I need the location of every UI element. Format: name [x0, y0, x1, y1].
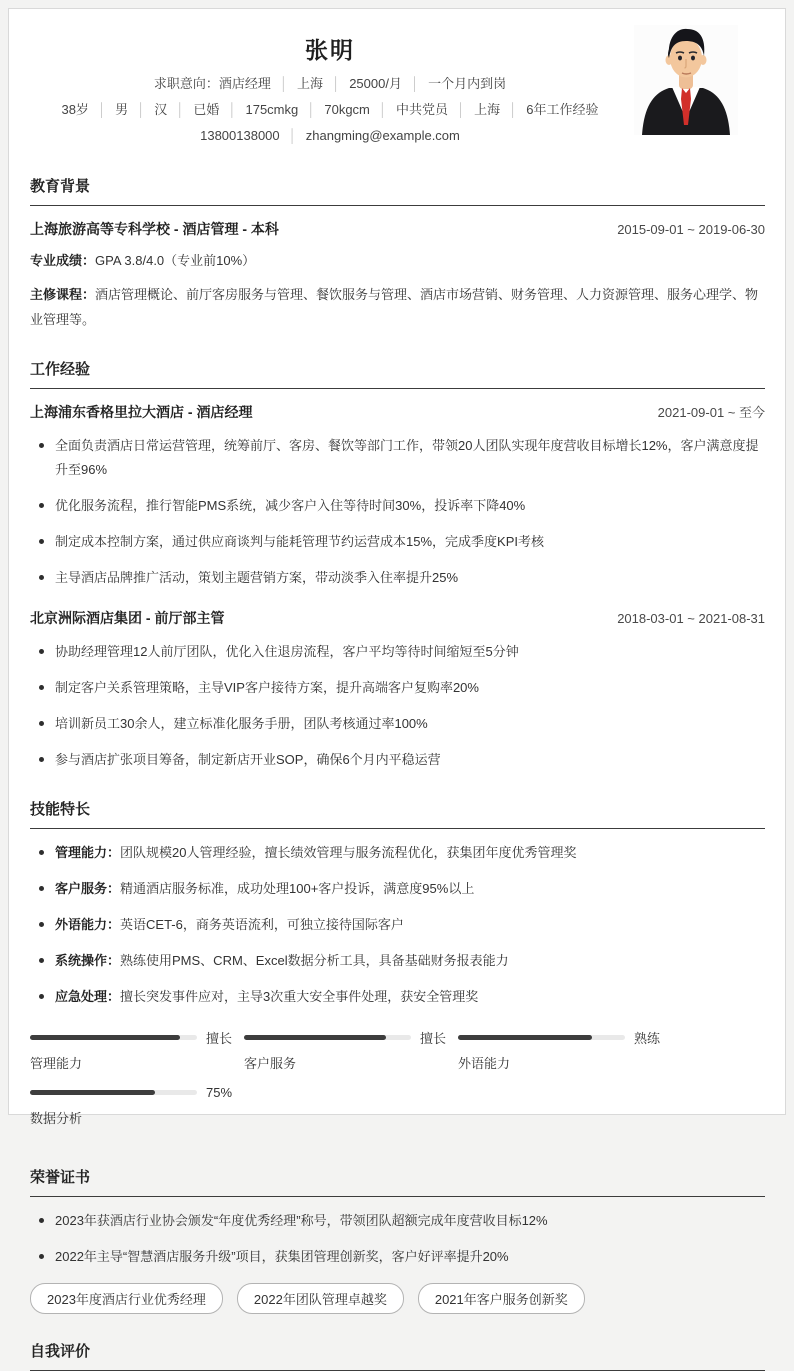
honor-badge: 2023年度酒店行业优秀经理 — [30, 1283, 223, 1314]
separator: │ — [307, 102, 316, 117]
job-title: 北京洲际酒店集团 - 前厅部主管 — [30, 610, 225, 626]
skill-label: 客户服务： — [55, 881, 121, 896]
honor-badges — [30, 1283, 765, 1314]
bar-level-label: 熟练 — [634, 1030, 661, 1046]
bar-fill — [30, 1035, 180, 1040]
bullet-item: 培训新员工30余人，建立标准化服务手册，团队考核通过率100% — [30, 712, 765, 736]
job-bullet-list — [30, 640, 765, 772]
bar-name: 数据分析 — [30, 1111, 83, 1126]
separator: │ — [509, 102, 518, 117]
separator: │ — [279, 76, 289, 91]
skill-bar — [30, 1030, 244, 1072]
skill-text: 熟练使用PMS、CRM、Excel数据分析工具，具备基础财务报表能力 — [120, 953, 509, 968]
separator: │ — [378, 102, 388, 117]
skill-label: 应急处理： — [55, 989, 121, 1004]
bullet-item: 主导酒店品牌推广活动，策划主题营销方案，带动淡季入住率提升25% — [30, 566, 765, 590]
bullet-item: 参与酒店扩张项目筹备，制定新店开业SOP，确保6个月内平稳运营 — [30, 748, 765, 772]
bar-level-label: 擅长 — [206, 1030, 233, 1046]
resume-page — [8, 8, 786, 1360]
bullet-item: 2022年主导“智慧酒店服务升级”项目，获集团管理创新奖，客户好评率提升20% — [30, 1245, 765, 1269]
bullet-item: 协助经理管理12人前厅团队，优化入住退房流程，客户平均等待时间缩短至5分钟 — [30, 640, 765, 664]
meta-label: 专业成绩： — [30, 253, 96, 268]
job-entry — [30, 608, 765, 772]
meta-text: 酒店管理概论、前厅客房服务与管理、餐饮服务与管理、酒店市场营销、财务管理、人力资源管理、服务心理学、物业管理等。 — [30, 287, 759, 327]
honor-list — [30, 1209, 765, 1269]
section-title: 荣誉证书 — [30, 1166, 765, 1197]
separator: │ — [97, 102, 107, 117]
job-title: 上海浦东香格里拉大酒店 - 酒店经理 — [30, 404, 253, 420]
bar-track — [30, 1035, 197, 1040]
skill-item — [30, 841, 765, 865]
skill-label: 系统操作： — [55, 953, 121, 968]
skill-bars — [30, 1030, 765, 1140]
section-skills — [30, 798, 765, 1140]
bullet-item: 制定成本控制方案，通过供应商谈判与能耗管理节约运营成本15%，完成季度KPI考核 — [30, 530, 765, 554]
profile-photo-illustration — [634, 25, 738, 135]
skill-bar — [244, 1030, 458, 1072]
skill-bar — [458, 1030, 672, 1072]
section-title: 教育背景 — [30, 175, 765, 206]
header-text-block — [30, 35, 630, 149]
separator: │ — [457, 102, 466, 117]
bar-row — [458, 1030, 672, 1044]
separator: │ — [332, 76, 341, 91]
bar-track — [30, 1090, 197, 1095]
bar-fill — [30, 1090, 155, 1095]
skill-item — [30, 949, 765, 973]
job-date: 2018-03-01 ~ 2021-08-31 — [617, 611, 765, 626]
meta-text: GPA 3.8/4.0（专业前10%） — [95, 253, 256, 268]
job-entry-head — [30, 608, 765, 628]
section-title: 技能特长 — [30, 798, 765, 829]
job-date: 2021-09-01 ~ 至今 — [657, 405, 765, 420]
contact-line: 13800138000 │ zhangming@example.com — [200, 128, 460, 143]
education-entry — [30, 219, 765, 239]
job-bullet-list — [30, 434, 765, 590]
skill-item — [30, 913, 765, 937]
job-entry — [30, 402, 765, 590]
education-school: 上海旅游高等专科学校 - 酒店管理 - 本科 — [30, 221, 279, 237]
separator: │ — [137, 102, 146, 117]
basic-info-line: 38岁 │ 男 │ 汉 │ 已婚 │ 175cmkg │ 70kgcm │ 中共党员 │ 上海 │ 6年工作经验 — [61, 102, 599, 117]
bullet-item: 全面负责酒店日常运营管理，统筹前厅、客房、餐饮等部门工作，带领20人团队实现年度营收目标增长12%，客户满意度提升至96% — [30, 434, 765, 482]
section-self-evaluation — [30, 1340, 765, 1371]
separator: │ — [228, 102, 237, 117]
separator: │ — [288, 128, 297, 143]
bar-level-label: 擅长 — [420, 1030, 447, 1046]
skill-text: 英语CET-6，商务英语流利，可独立接待国际客户 — [120, 917, 404, 932]
skill-text: 擅长突发事件应对，主导3次重大安全事件处理，获安全管理奖 — [120, 989, 479, 1004]
bar-level-label: 75% — [206, 1084, 233, 1100]
bar-fill — [458, 1035, 592, 1040]
honor-badge: 2021年客户服务创新奖 — [418, 1283, 585, 1314]
bar-name: 客户服务 — [244, 1056, 297, 1071]
skill-item — [30, 877, 765, 901]
skill-label: 外语能力： — [55, 917, 121, 932]
bar-name: 管理能力 — [30, 1056, 83, 1071]
skill-item — [30, 985, 765, 1009]
bar-row — [244, 1030, 458, 1044]
skill-list — [30, 841, 765, 1009]
section-title: 工作经验 — [30, 358, 765, 389]
section-honors — [30, 1166, 765, 1314]
bullet-item: 优化服务流程，推行智能PMS系统，减少客户入住等待时间30%，投诉率下降40% — [30, 494, 765, 518]
resume-header — [30, 9, 765, 149]
bar-name: 外语能力 — [458, 1056, 511, 1071]
skill-label: 管理能力： — [55, 845, 121, 860]
education-courses-row — [30, 282, 765, 332]
skill-text: 精通酒店服务标准，成功处理100+客户投诉，满意度95%以上 — [120, 881, 475, 896]
candidate-name: 张明 — [305, 37, 355, 63]
bar-row — [30, 1085, 244, 1099]
section-education — [30, 175, 765, 332]
skill-text: 团队规模20人管理经验，擅长绩效管理与服务流程优化，获集团年度优秀管理奖 — [120, 845, 577, 860]
bar-row — [30, 1030, 244, 1044]
bullet-item: 制定客户关系管理策略，主导VIP客户接待方案，提升高端客户复购率20% — [30, 676, 765, 700]
separator: │ — [176, 102, 185, 117]
bar-fill — [244, 1035, 386, 1040]
meta-label: 主修课程： — [30, 287, 96, 302]
job-intent-line: 求职意向：酒店经理 │ 上海 │ 25000/月 │ 一个月内到岗 — [153, 76, 507, 91]
skill-bar — [30, 1085, 244, 1127]
separator: │ — [410, 76, 420, 91]
education-date: 2015-09-01 ~ 2019-06-30 — [617, 222, 765, 237]
bullet-item: 2023年获酒店行业协会颁发“年度优秀经理”称号，带领团队超额完成年度营收目标12% — [30, 1209, 765, 1233]
bar-track — [458, 1035, 625, 1040]
honor-badge: 2022年团队管理卓越奖 — [237, 1283, 404, 1314]
education-gpa-row — [30, 248, 765, 273]
profile-photo — [634, 25, 738, 135]
job-entry-head — [30, 402, 765, 422]
bar-track — [244, 1035, 411, 1040]
section-work-experience — [30, 358, 765, 772]
section-title: 自我评价 — [30, 1340, 765, 1371]
